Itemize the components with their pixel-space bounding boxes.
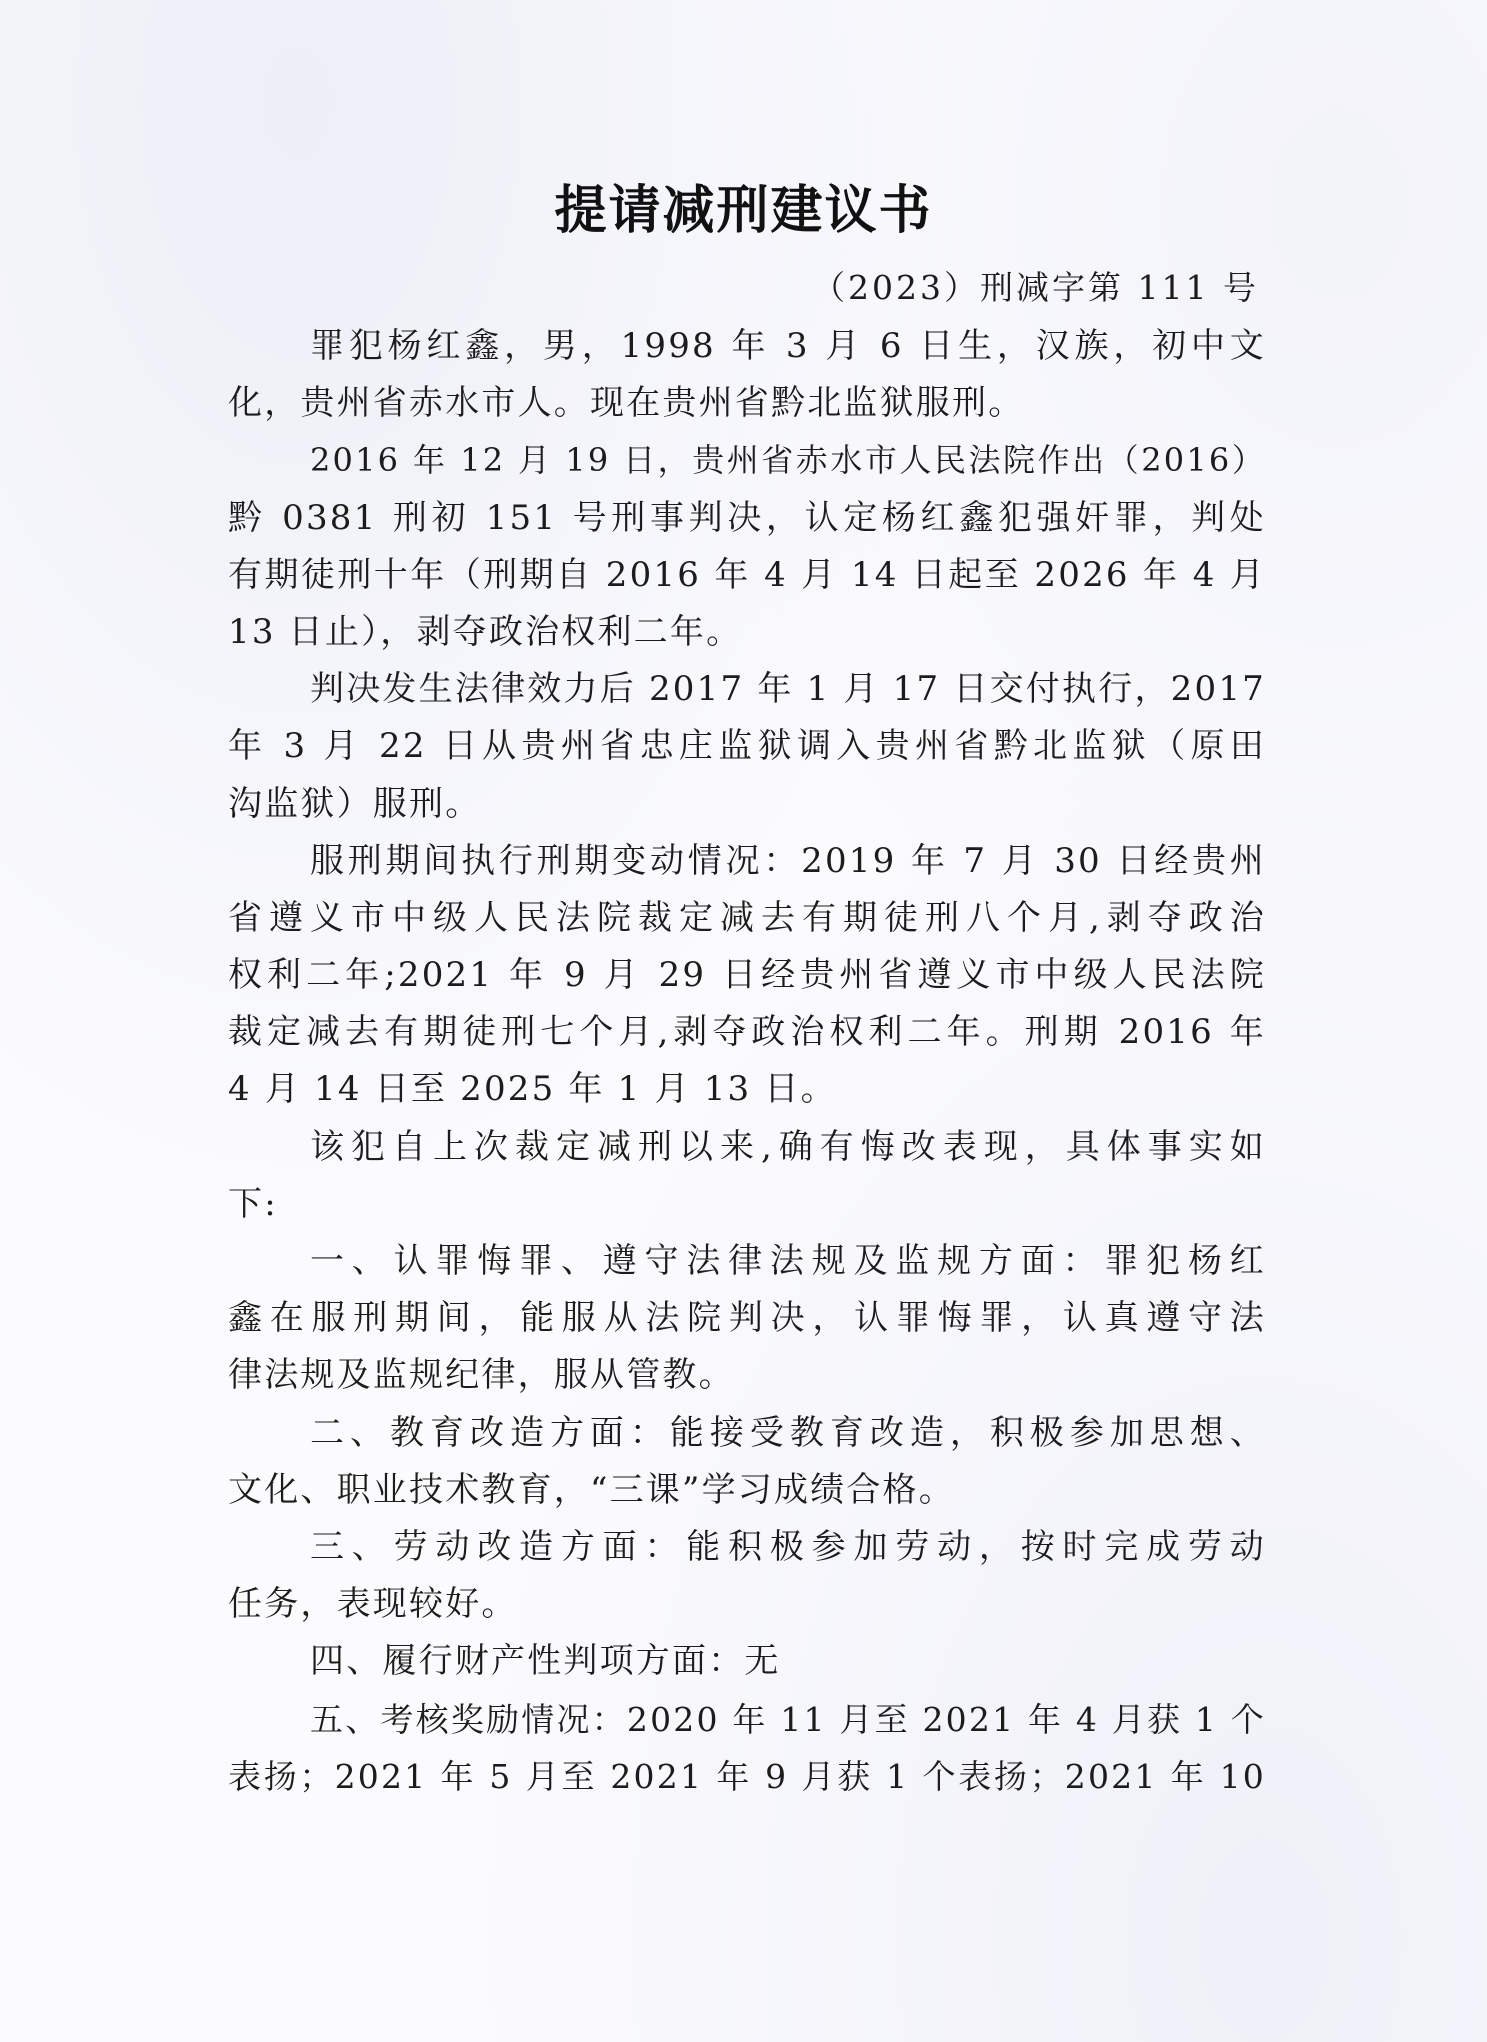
text-line: 一、认罪悔罪、遵守法律法规及监规方面：罪犯杨红: [310, 1241, 1266, 1281]
text-line: 罪犯杨红鑫，男，1998 年 3 月 6 日生，汉族，初中文: [310, 326, 1266, 366]
text-line: 鑫在服刑期间，能服从法院判决，认罪悔罪，认真遵守法: [228, 1298, 1266, 1339]
text-line: 沟监狱）服刑。: [228, 783, 482, 824]
text-line: 文化、职业技术教育，“三课”学习成绩合格。: [228, 1469, 955, 1510]
text-line: 表扬；2021 年 5 月至 2021 年 9 月获 1 个表扬；2021 年 10: [228, 1756, 1266, 1796]
text-line: 该犯自上次裁定减刑以来,确有悔改表现，具体事实如: [310, 1126, 1266, 1167]
text-line: 2016 年 12 月 19 日，贵州省赤水市人民法院作出（2016）: [310, 441, 1266, 480]
text-line: 黔 0381 刑初 151 号刑事判决，认定杨红鑫犯强奸罪，判处: [228, 497, 1266, 538]
text-line: 省遵义市中级人民法院裁定减去有期徒刑八个月,剥夺政治: [228, 897, 1266, 938]
text-line: 三、劳动改造方面：能积极参加劳动，按时完成劳动: [310, 1526, 1266, 1567]
document-title: 提请减刑建议书: [554, 181, 933, 241]
text-line: 下:: [228, 1183, 278, 1224]
text-line: 五、考核奖励情况：2020 年 11 月至 2021 年 4 月获 1 个: [310, 1699, 1266, 1739]
text-line: 判决发生法律效力后 2017 年 1 月 17 日交付执行，2017: [310, 669, 1266, 710]
text-line: 权利二年;2021 年 9 月 29 日经贵州省遵义市中级人民法院: [228, 955, 1266, 996]
text-line: 裁定减去有期徒刑七个月,剥夺政治权利二年。刑期 2016 年: [228, 1012, 1266, 1053]
text-line: 二、教育改造方面：能接受教育改造，积极参加思想、: [310, 1412, 1266, 1453]
text-line: 四、履行财产性判项方面：无: [310, 1641, 781, 1682]
text-line: 13 日止），剥夺政治权利二年。: [228, 611, 743, 652]
text-line: 有期徒刑十年（刑期自 2016 年 4 月 14 日起至 2026 年 4 月: [228, 554, 1266, 595]
text-line: 年 3 月 22 日从贵州省忠庄监狱调入贵州省黔北监狱（原田: [228, 726, 1266, 767]
text-line: 化，贵州省赤水市人。现在贵州省黔北监狱服刑。: [228, 383, 1025, 424]
text-line: 4 月 14 日至 2025 年 1 月 13 日。: [228, 1069, 837, 1110]
document-body: [228, 318, 1266, 1805]
document-number: （2023）刑减字第 111 号: [812, 268, 1259, 307]
text-line: 服刑期间执行刑期变动情况：2019 年 7 月 30 日经贵州: [310, 840, 1266, 881]
text-line: 任务，表现较好。: [228, 1584, 518, 1625]
text-line: 律法规及监规纪律，服从管教。: [228, 1355, 735, 1396]
